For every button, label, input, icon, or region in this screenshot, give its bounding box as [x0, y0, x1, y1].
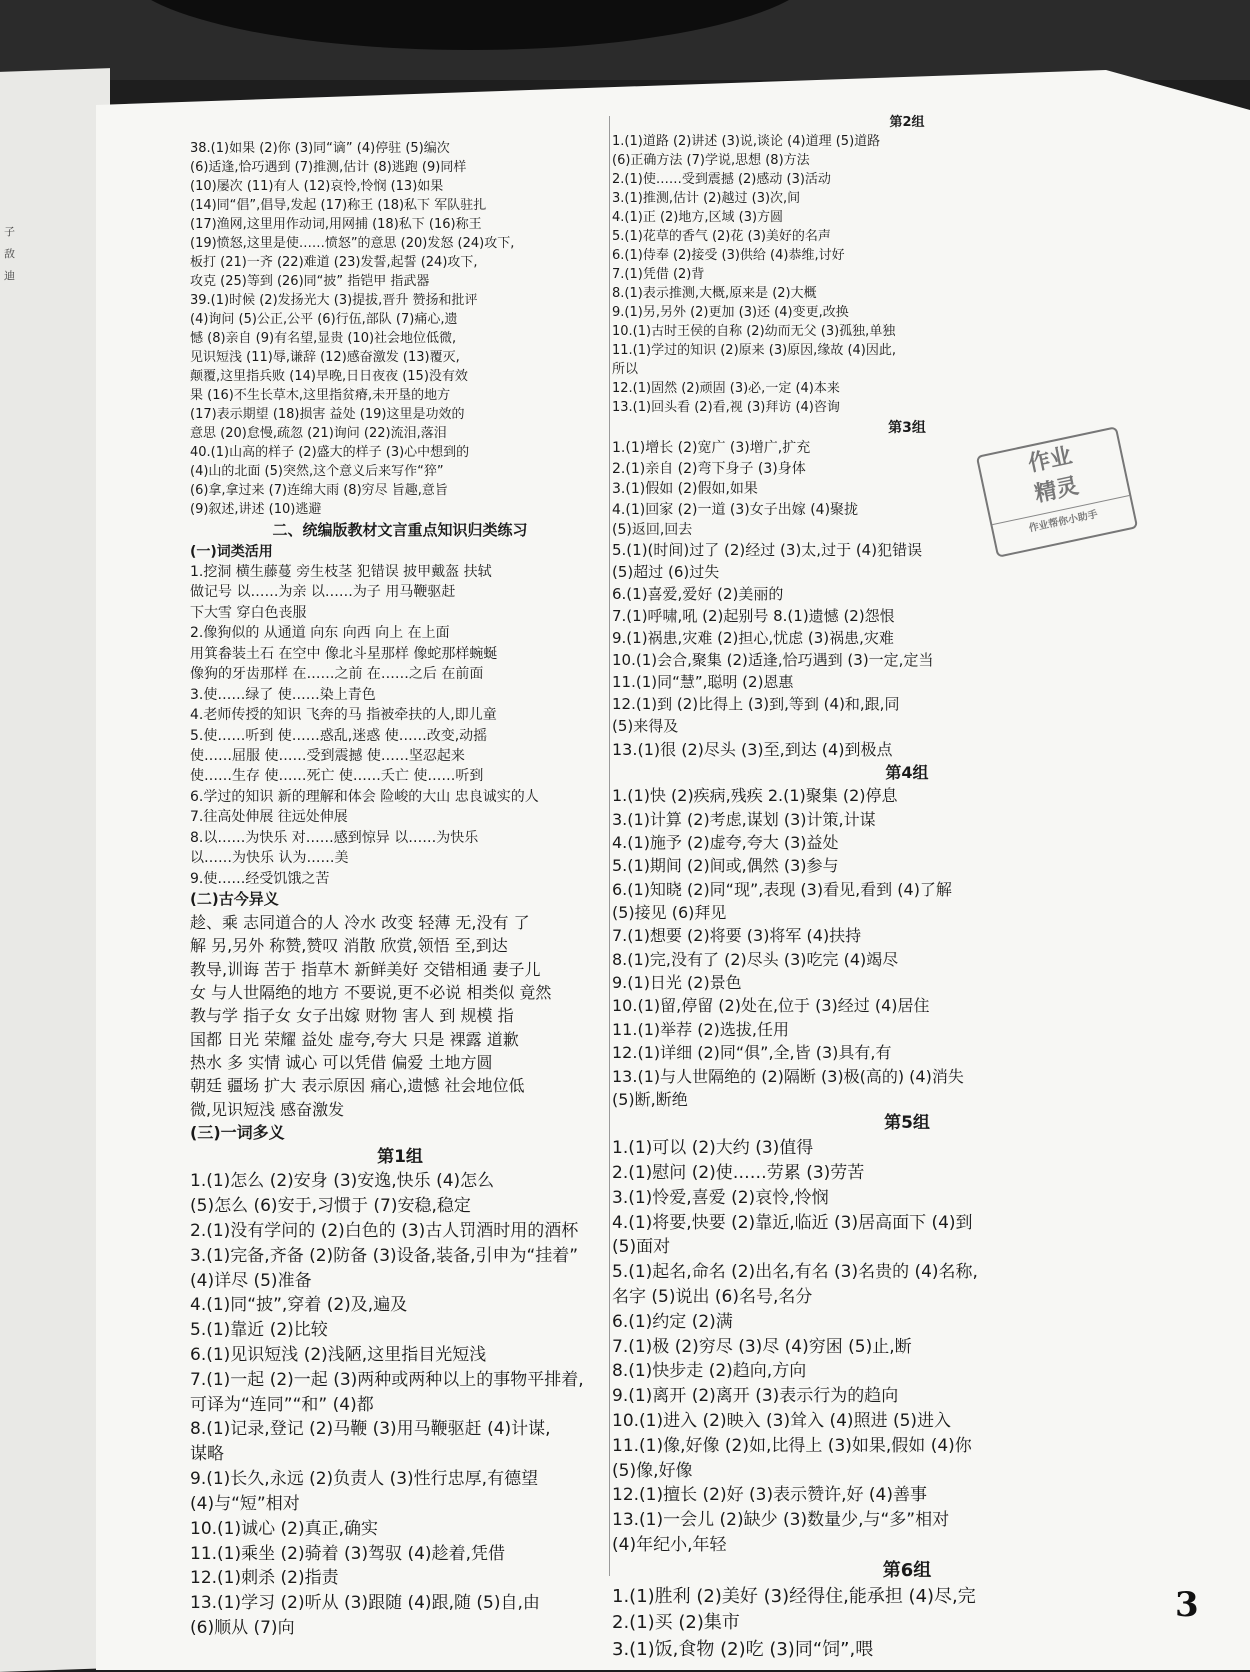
- answer-line: 6.(1)侍奉 (2)接受 (3)供给 (4)恭维,讨好: [612, 247, 845, 263]
- answer-line: 6.(1)见识短浅 (2)浅陋,这里指目光短浅: [190, 1345, 487, 1366]
- answer-line: 5.(1)(时间)过了 (2)经过 (3)太,过于 (4)犯错误: [612, 541, 923, 560]
- answer-line: (4)与“短”相对: [190, 1493, 300, 1514]
- answer-line: 4.老师传授的知识 飞奔的马 指被牵扶的人,即儿童: [190, 707, 497, 724]
- answer-line: 女 与人世隔绝的地方 不要说,更不必说 相类似 竟然: [190, 983, 552, 1003]
- stamp-line1: 作业: [1026, 443, 1075, 478]
- answer-line: 13.(1)一会儿 (2)缺少 (3)数量少,与“多”相对: [612, 1510, 950, 1531]
- answer-line: 1.(1)道路 (2)讲述 (3)说,谈论 (4)道理 (5)道路: [612, 133, 881, 149]
- answer-line: 1.(1)快 (2)疾病,残疾 2.(1)聚集 (2)停息: [612, 786, 898, 806]
- answer-line: 9.使……经受饥饿之苦: [190, 870, 330, 887]
- left-column: [190, 140, 610, 1641]
- answer-line: 9.(1)离开 (2)离开 (3)表示行为的趋向: [612, 1386, 899, 1407]
- answer-line: 7.(1)想要 (2)将要 (3)将军 (4)扶持: [612, 926, 862, 946]
- answer-line: 教与学 指子女 女子出嫁 财物 害人 到 规模 指: [190, 1006, 514, 1026]
- left-page-edge: [0, 68, 110, 1672]
- answer-line: 12.(1)固然 (2)顽固 (3)必,一定 (4)本来: [612, 380, 840, 396]
- answer-line: 2.(1)亲自 (2)弯下身子 (3)身体: [612, 460, 806, 477]
- answer-line: 3.(1)假如 (2)假如,如果: [612, 481, 758, 498]
- answer-line: 12.(1)刺杀 (2)指责: [190, 1568, 339, 1589]
- answer-line: 10.(1)会合,聚集 (2)适逢,恰巧遇到 (3)一定,定当: [612, 650, 934, 669]
- answer-line: (二)古今异义: [190, 890, 279, 909]
- answer-line: 憾 (8)亲自 (9)有名望,显贵 (10)社会地位低微,: [190, 330, 457, 346]
- answer-line: 意思 (20)怠慢,疏忽 (21)询问 (22)流泪,落泪: [190, 425, 447, 441]
- answer-line: (6)顺从 (7)向: [190, 1617, 295, 1638]
- answer-line: 教导,训诲 苦于 指草木 新鲜美好 交错相通 妻子儿: [190, 959, 541, 979]
- answer-line: 朝廷 疆场 扩大 表示原因 痛心,遗憾 社会地位低: [190, 1076, 525, 1096]
- answer-line: (4)年纪小,年轻: [612, 1535, 727, 1556]
- answer-line: 9.(1)长久,永远 (2)负责人 (3)性行忠厚,有德望: [190, 1469, 539, 1490]
- answer-line: 10.(1)进入 (2)映入 (3)耸入 (4)照进 (5)进入: [612, 1411, 952, 1432]
- answer-line: 4.(1)将要,快要 (2)靠近,临近 (3)居高面下 (4)到: [612, 1212, 973, 1233]
- answer-line: 名字 (5)说出 (6)名号,名分: [612, 1286, 813, 1307]
- answer-line: 解 另,另外 称赞,赞叹 消散 欣赏,领悟 至,到达: [190, 936, 508, 956]
- answer-line: 7.(1)呼啸,吼 (2)起别号 8.(1)遗憾 (2)怨恨: [612, 607, 895, 626]
- answer-line: 下大雪 穿白色丧服: [190, 604, 307, 621]
- answer-line: 1.(1)可以 (2)大约 (3)值得: [612, 1138, 814, 1159]
- answer-line: (5)接见 (6)拜见: [612, 903, 727, 923]
- answer-line: 3.使……绿了 使……染上青色: [190, 686, 376, 703]
- section-heading: 二、统编版教材文言重点知识归类练习: [272, 520, 528, 539]
- answer-line: 13.(1)与人世隔绝的 (2)隔断 (3)极(高的) (4)消失: [612, 1066, 964, 1086]
- answer-line: 用箕畚装土石 在空中 像北斗星那样 像蛇那样蜿蜒: [190, 645, 498, 662]
- section-heading: 第3组: [888, 419, 926, 436]
- answer-line: (4)询问 (5)公正,公平 (6)行伍,部队 (7)痛心,遗: [190, 311, 458, 327]
- answer-line: (10)屡次 (11)有人 (12)哀怜,怜悯 (13)如果: [190, 178, 444, 194]
- answer-line: 3.(1)计算 (2)考虑,谋划 (3)计策,计谋: [612, 809, 876, 829]
- answer-line: 40.(1)山高的样子 (2)盛大的样子 (3)心中想到的: [190, 444, 470, 460]
- left-fragment: 敌: [4, 247, 15, 261]
- answer-line: 4.(1)回家 (2)一道 (3)女子出嫁 (4)聚拢: [612, 501, 859, 518]
- answer-line: 微,见识短浅 感奋激发: [190, 1099, 345, 1119]
- page-number: 3: [1175, 1585, 1199, 1625]
- answer-line: 颠覆,这里指兵败 (14)早晚,日日夜夜 (15)没有效: [190, 368, 468, 384]
- answer-line: 39.(1)时候 (2)发扬光大 (3)提拔,晋升 赞扬和批评: [190, 292, 478, 308]
- answer-line: 5.(1)期间 (2)间或,偶然 (3)参与: [612, 856, 839, 876]
- right-column: [612, 114, 1202, 1663]
- answer-line: (17)渔网,这里用作动词,用网捕 (18)私下 (16)称王: [190, 216, 482, 232]
- answer-line: (4)山的北面 (5)突然,这个意义后来写作“猝”: [190, 463, 444, 479]
- answer-line: 8.以……为快乐 对……感到惊异 以……为快乐: [190, 829, 479, 846]
- answer-line: (17)表示期望 (18)损害 益处 (19)这里是功效的: [190, 406, 465, 422]
- answer-line: 以……为快乐 认为……美: [190, 850, 349, 867]
- answer-line: 2.像狗似的 从通道 向东 向西 向上 在上面: [190, 625, 450, 642]
- answer-line: 9.(1)另,另外 (2)更加 (3)还 (4)变更,改换: [612, 304, 849, 320]
- answer-line: 5.(1)起名,命名 (2)出名,有名 (3)名贵的 (4)名称,: [612, 1262, 978, 1283]
- answer-line: 8.(1)记录,登记 (2)马鞭 (3)用马鞭驱赶 (4)计谋,: [190, 1419, 551, 1440]
- answer-line: (6)正确方法 (7)学说,思想 (8)方法: [612, 152, 810, 168]
- answer-line: 6.(1)喜爱,爱好 (2)美丽的: [612, 585, 784, 604]
- answer-line: (5)怎么 (6)安于,习惯于 (7)安稳,稳定: [190, 1196, 471, 1217]
- answer-line: 3.(1)饭,食物 (2)吃 (3)同“饲”,喂: [612, 1638, 874, 1660]
- answer-line: 10.(1)诚心 (2)真正,确实: [190, 1518, 379, 1539]
- answer-line: 11.(1)举荐 (2)选拔,任用: [612, 1019, 789, 1039]
- answer-line: (5)面对: [612, 1237, 671, 1258]
- answer-line: 4.(1)施予 (2)虚夸,夸大 (3)益处: [612, 832, 839, 852]
- stamp-sub: 作业帮你小助手: [992, 495, 1133, 542]
- answer-line: 使……屈服 使……受到震撼 使……坚忍起来: [190, 747, 465, 764]
- stamp-line2: 精灵: [1032, 473, 1081, 508]
- answer-line: 1.(1)胜利 (2)美好 (3)经得住,能承担 (4)尽,完: [612, 1586, 976, 1608]
- answer-line: 10.(1)古时王侯的自称 (2)幼而无父 (3)孤独,单独: [612, 323, 896, 339]
- answer-line: 13.(1)回头看 (2)看,视 (3)拜访 (4)咨询: [612, 399, 840, 415]
- answer-line: 果 (16)不生长草木,这里指贫瘠,未开垦的地方: [190, 387, 451, 403]
- section-heading: 第4组: [885, 762, 929, 782]
- section-heading: 第5组: [884, 1113, 930, 1134]
- answer-line: 11.(1)乘坐 (2)骑着 (3)驾驭 (4)趁着,凭借: [190, 1543, 505, 1564]
- answer-line: 4.(1)正 (2)地方,区域 (3)方圆: [612, 209, 784, 225]
- answer-line: 7.(1)一起 (2)一起 (3)两种或两种以上的事物平排着,: [190, 1369, 584, 1390]
- answer-line: 攻克 (25)等到 (26)同“披” 指铠甲 指武器: [190, 273, 430, 289]
- answer-line: (5)返回,回去: [612, 521, 693, 538]
- left-fragment: 子: [4, 225, 15, 239]
- answer-line: 使……生存 使……死亡 使……夭亡 使……听到: [190, 768, 484, 785]
- answer-line: (19)愤怒,这里是使……愤怒”的意思 (20)发怒 (24)攻下,: [190, 235, 515, 251]
- section-heading: 第1组: [377, 1146, 423, 1167]
- answer-line: 2.(1)买 (2)集市: [612, 1612, 740, 1634]
- answer-line: 3.(1)推测,估计 (2)越过 (3)次,间: [612, 190, 801, 206]
- answer-line: (一)词类活用: [190, 543, 273, 560]
- answer-line: 谋略: [190, 1444, 224, 1465]
- answer-line: 像狗的牙齿那样 在……之前 在……之后 在前面: [190, 666, 484, 683]
- answer-line: 5.(1)靠近 (2)比较: [190, 1320, 328, 1341]
- answer-line: (4)详尽 (5)准备: [190, 1270, 312, 1291]
- answer-line: 38.(1)如果 (2)你 (3)同“谪” (4)停驻 (5)编次: [190, 141, 450, 156]
- answer-line: 1.挖洞 横生藤蔓 旁生枝茎 犯错误 披甲戴盔 扶轼: [190, 564, 492, 581]
- answer-line: 8.(1)完,没有了 (2)尽头 (3)吃完 (4)竭尽: [612, 949, 899, 969]
- answer-line: 1.(1)怎么 (2)安身 (3)安逸,快乐 (4)怎么: [190, 1171, 495, 1192]
- section-heading: 第2组: [889, 115, 925, 130]
- answer-line: 10.(1)留,停留 (2)处在,位于 (3)经过 (4)居住: [612, 996, 930, 1016]
- answer-line: 3.(1)怜爱,喜爱 (2)哀怜,怜悯: [612, 1187, 829, 1208]
- answer-line: 9.(1)日光 (2)景色: [612, 973, 742, 993]
- answer-line: 6.(1)知晓 (2)同“现”,表现 (3)看见,看到 (4)了解: [612, 879, 952, 899]
- answer-line: (5)像,好像: [612, 1460, 693, 1481]
- answer-line: 国都 日光 荣耀 益处 虚夸,夸大 只是 裸露 道歉: [190, 1029, 519, 1049]
- answer-line: 见识短浅 (11)辱,谦辞 (12)感奋激发 (13)覆灭,: [190, 349, 460, 365]
- answer-line: 7.(1)极 (2)穷尽 (3)尽 (4)穷困 (5)止,断: [612, 1336, 912, 1357]
- answer-line: 趁、乘 志同道合的人 冷水 改变 轻薄 无,没有 了: [190, 912, 530, 932]
- answer-line: 2.(1)使……受到震撼 (2)感动 (3)活动: [612, 171, 831, 187]
- answer-line: 13.(1)学习 (2)听从 (3)跟随 (4)跟,随 (5)自,由: [190, 1593, 540, 1614]
- answer-line: (9)叙述,讲述 (10)逃避: [190, 501, 322, 517]
- answer-line: 4.(1)同“披”,穿着 (2)及,遍及: [190, 1295, 408, 1316]
- answer-line: 8.(1)快步走 (2)趋向,方向: [612, 1361, 807, 1382]
- left-fragment: 迪: [4, 269, 15, 283]
- answer-line: 8.(1)表示推测,大概,原来是 (2)大概: [612, 285, 817, 301]
- answer-line: 2.(1)没有学问的 (2)白色的 (3)古人罚酒时用的酒杯: [190, 1220, 579, 1241]
- answer-line: 12.(1)到 (2)比得上 (3)到,等到 (4)和,跟,同: [612, 694, 900, 713]
- answer-line: 热水 多 实情 诚心 可以凭借 偏爱 土地方圆: [190, 1053, 493, 1073]
- answer-line: (6)拿,拿过来 (7)连绵大雨 (8)穷尽 旨趣,意旨: [190, 482, 448, 498]
- answer-line: 7.(1)凭借 (2)背: [612, 266, 705, 282]
- answer-line: (三)一词多义: [190, 1123, 285, 1143]
- answer-line: 2.(1)慰问 (2)使……劳累 (3)劳苦: [612, 1162, 865, 1183]
- answer-line: 板打 (21)一齐 (22)难道 (23)发誓,起誓 (24)攻下,: [190, 254, 478, 270]
- answer-line: 11.(1)学过的知识 (2)原来 (3)原因,缘故 (4)因此,: [612, 342, 896, 358]
- answer-line: 所以: [612, 361, 639, 377]
- answer-line: 6.(1)约定 (2)满: [612, 1311, 733, 1332]
- answer-line: (5)来得及: [612, 716, 679, 735]
- answer-line: 9.(1)祸患,灾难 (2)担心,忧虑 (3)祸患,灾难: [612, 629, 894, 647]
- answer-line: 5.(1)花草的香气 (2)花 (3)美好的名声: [612, 228, 831, 244]
- section-heading: 第6组: [882, 1559, 932, 1581]
- left-page-text: [4, 221, 24, 288]
- answer-line: 6.学过的知识 新的理解和体会 险峻的大山 忠良诚实的人: [190, 788, 539, 805]
- answer-line: 做记号 以……为亲 以……为子 用马鞭驱赶: [190, 584, 456, 601]
- answer-line: 可译为“连同”“和” (4)都: [190, 1394, 374, 1415]
- answer-line: 12.(1)擅长 (2)好 (3)表示赞许,好 (4)善事: [612, 1485, 927, 1506]
- answer-line: (5)超过 (6)过失: [612, 563, 720, 582]
- answer-line: (6)适逢,恰巧遇到 (7)推测,估计 (8)逃跑 (9)同样: [190, 159, 467, 175]
- answer-line: 11.(1)像,好像 (2)如,比得上 (3)如果,假如 (4)你: [612, 1435, 972, 1456]
- answer-line: (14)同“倡”,倡导,发起 (17)称王 (18)私下 军队驻扎: [190, 197, 487, 213]
- answer-line: (5)断,断绝: [612, 1089, 688, 1109]
- answer-line: 12.(1)详细 (2)同“俱”,全,皆 (3)具有,有: [612, 1043, 892, 1063]
- answer-line: 3.(1)完备,齐备 (2)防备 (3)设备,装备,引申为“挂着”: [190, 1245, 579, 1266]
- answer-line: 1.(1)增长 (2)宽广 (3)增广,扩充: [612, 440, 811, 457]
- answer-line: 7.往高处伸展 往远处伸展: [190, 809, 348, 826]
- answer-line: 11.(1)同“慧”,聪明 (2)恩惠: [612, 672, 794, 691]
- answer-line: 13.(1)很 (2)尽头 (3)至,到达 (4)到极点: [612, 739, 893, 759]
- answer-line: 5.使……听到 使……惑乱,迷惑 使……改变,动摇: [190, 727, 488, 744]
